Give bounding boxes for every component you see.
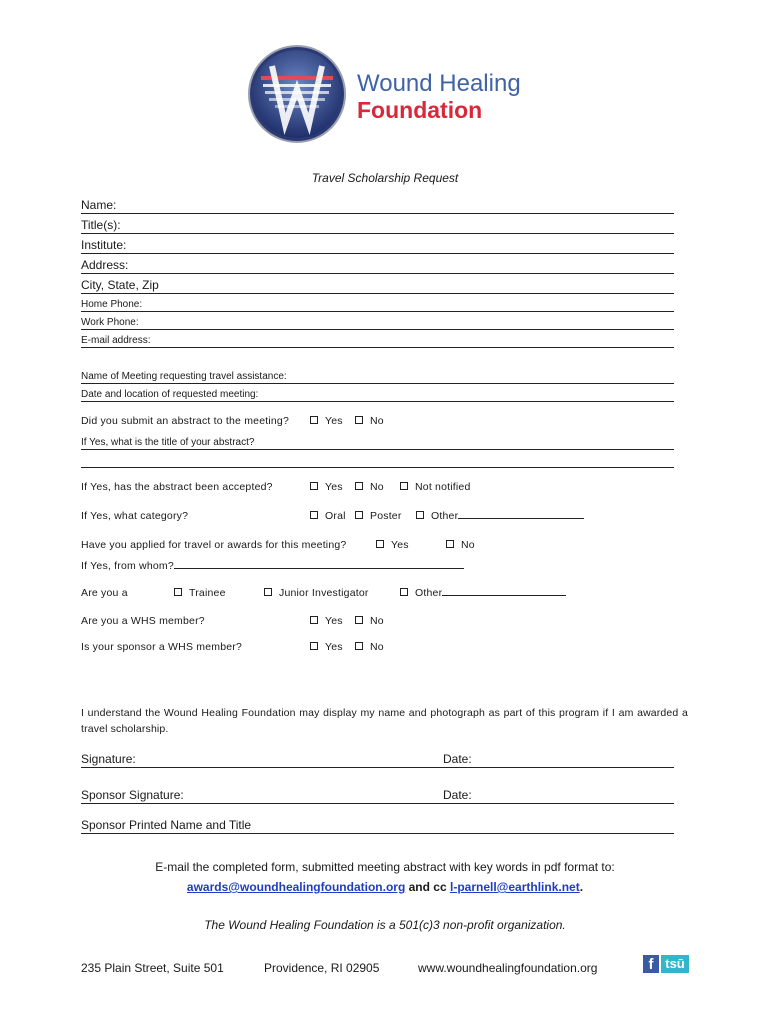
logo-text-wound-healing: Wound Healing [357, 70, 521, 97]
whs-member-question: Are you a WHS member? [81, 615, 205, 627]
role-other-blank[interactable] [442, 595, 566, 596]
meeting-location-field[interactable] [81, 388, 674, 402]
parnell-email-link[interactable]: l-parnell@earthlink.net [449, 880, 580, 894]
category-oral-option[interactable]: Oral [310, 510, 346, 522]
whs-member-yes-option[interactable]: Yes [310, 615, 343, 627]
awards-email-link[interactable]: awards@woundhealingfoundation.org [186, 880, 406, 894]
sponsor-date-label: Date: [443, 788, 472, 802]
role-trainee-option[interactable]: Trainee [174, 587, 226, 599]
sponsor-member-question: Is your sponsor a WHS member? [81, 641, 243, 653]
home-phone-field[interactable] [81, 298, 674, 312]
category-poster-option[interactable]: Poster [355, 510, 402, 522]
accepted-yes-option[interactable]: Yes [310, 481, 343, 493]
from-whom-blank[interactable] [174, 568, 464, 569]
email-address-field[interactable] [81, 334, 674, 348]
sponsor-printed-label: Sponsor Printed Name and Title [81, 818, 252, 832]
institute-label: Institute: [81, 238, 127, 252]
role-other-option[interactable]: Other [400, 587, 566, 599]
role-junior-investigator-option[interactable]: Junior Investigator [264, 587, 369, 599]
checkbox-icon[interactable] [446, 540, 454, 548]
sponsor-signature-label: Sponsor Signature: [81, 788, 184, 802]
checkbox-icon[interactable] [400, 588, 408, 596]
period-text: . [579, 880, 584, 894]
social-links [643, 955, 689, 975]
signature-field[interactable] [81, 752, 674, 768]
address-label: Address: [81, 258, 129, 272]
email-instructions [0, 857, 770, 897]
work-phone-field[interactable] [81, 316, 674, 330]
checkbox-icon[interactable] [355, 511, 363, 519]
nonprofit-statement: The Wound Healing Foundation is a 501(c)3 non-profit organization. [204, 918, 566, 932]
category-other-blank[interactable] [458, 518, 584, 519]
checkbox-icon[interactable] [355, 616, 363, 624]
form-title: Travel Scholarship Request [311, 171, 459, 185]
home-phone-label: Home Phone: [81, 299, 143, 310]
checkbox-icon[interactable] [174, 588, 182, 596]
applied-no-option[interactable]: No [446, 539, 475, 551]
abstract-title-field[interactable] [81, 436, 674, 450]
abstract-title-label: If Yes, what is the title of your abstract? [81, 437, 255, 448]
checkbox-icon[interactable] [416, 511, 424, 519]
checkbox-icon[interactable] [310, 642, 318, 650]
abstract-title-continuation-line[interactable] [81, 467, 674, 468]
checkbox-icon[interactable] [355, 482, 363, 490]
signature-date-label: Date: [443, 752, 472, 766]
wound-healing-emblem-icon [247, 44, 347, 144]
whs-member-no-option[interactable]: No [355, 615, 384, 627]
institute-field[interactable] [81, 238, 674, 254]
city-label: City, State, Zip [81, 278, 159, 292]
meeting-location-label: Date and location of requested meeting: [81, 389, 259, 400]
checkbox-icon[interactable] [310, 482, 318, 490]
name-label: Name: [81, 198, 117, 212]
checkbox-icon[interactable] [400, 482, 408, 490]
checkbox-icon[interactable] [355, 642, 363, 650]
accepted-no-option[interactable]: No [355, 481, 384, 493]
work-phone-label: Work Phone: [81, 317, 139, 328]
sponsor-signature-field[interactable] [81, 788, 674, 804]
sponsor-member-yes-option[interactable]: Yes [310, 641, 343, 653]
category-other-option[interactable]: Other [416, 510, 584, 522]
tsu-icon[interactable]: tsū [661, 955, 689, 973]
checkbox-icon[interactable] [355, 416, 363, 424]
logo-text-foundation: Foundation [357, 97, 483, 123]
email-instructions-text: E-mail the completed form, submitted meeting abstract with key words in pdf format to: [155, 860, 615, 874]
checkbox-icon[interactable] [310, 416, 318, 424]
signature-label: Signature: [81, 752, 136, 766]
abstract-submitted-no-option[interactable]: No [355, 415, 384, 427]
abstract-accepted-question: If Yes, has the abstract been accepted? [81, 481, 273, 493]
abstract-submitted-yes-option[interactable]: Yes [310, 415, 343, 427]
footer-city: Providence, RI 02905 [264, 961, 380, 975]
applied-travel-question: Have you applied for travel or awards for this meeting? [81, 539, 347, 551]
sponsor-member-no-option[interactable]: No [355, 641, 384, 653]
sponsor-printed-name-field[interactable] [81, 818, 674, 834]
from-whom-question: If Yes, from whom? [81, 560, 464, 572]
applied-yes-option[interactable]: Yes [376, 539, 409, 551]
checkbox-icon[interactable] [310, 616, 318, 624]
meeting-name-field[interactable] [81, 370, 674, 384]
titles-field[interactable] [81, 218, 674, 234]
footer-website[interactable]: www.woundhealingfoundation.org [418, 961, 598, 975]
name-field[interactable] [81, 198, 674, 214]
facebook-icon[interactable]: f [643, 955, 659, 973]
city-state-zip-field[interactable] [81, 278, 674, 294]
titles-label: Title(s): [81, 218, 121, 232]
email-label: E-mail address: [81, 335, 151, 346]
consent-paragraph: I understand the Wound Healing Foundation may display my name and photograph as part of this program if I am awarded a travel scholarship. [81, 707, 688, 735]
category-question: If Yes, what category? [81, 510, 189, 522]
checkbox-icon[interactable] [310, 511, 318, 519]
meeting-name-label: Name of Meeting requesting travel assistance: [81, 371, 287, 382]
address-field[interactable] [81, 258, 674, 274]
checkbox-icon[interactable] [376, 540, 384, 548]
foundation-logo [247, 44, 537, 152]
and-cc-text: and cc [405, 880, 450, 894]
footer-address: 235 Plain Street, Suite 501 [81, 961, 224, 975]
abstract-submitted-question: Did you submit an abstract to the meeting? [81, 415, 290, 427]
are-you-a-question: Are you a [81, 587, 128, 599]
accepted-not-notified-option[interactable]: Not notified [400, 481, 471, 493]
checkbox-icon[interactable] [264, 588, 272, 596]
